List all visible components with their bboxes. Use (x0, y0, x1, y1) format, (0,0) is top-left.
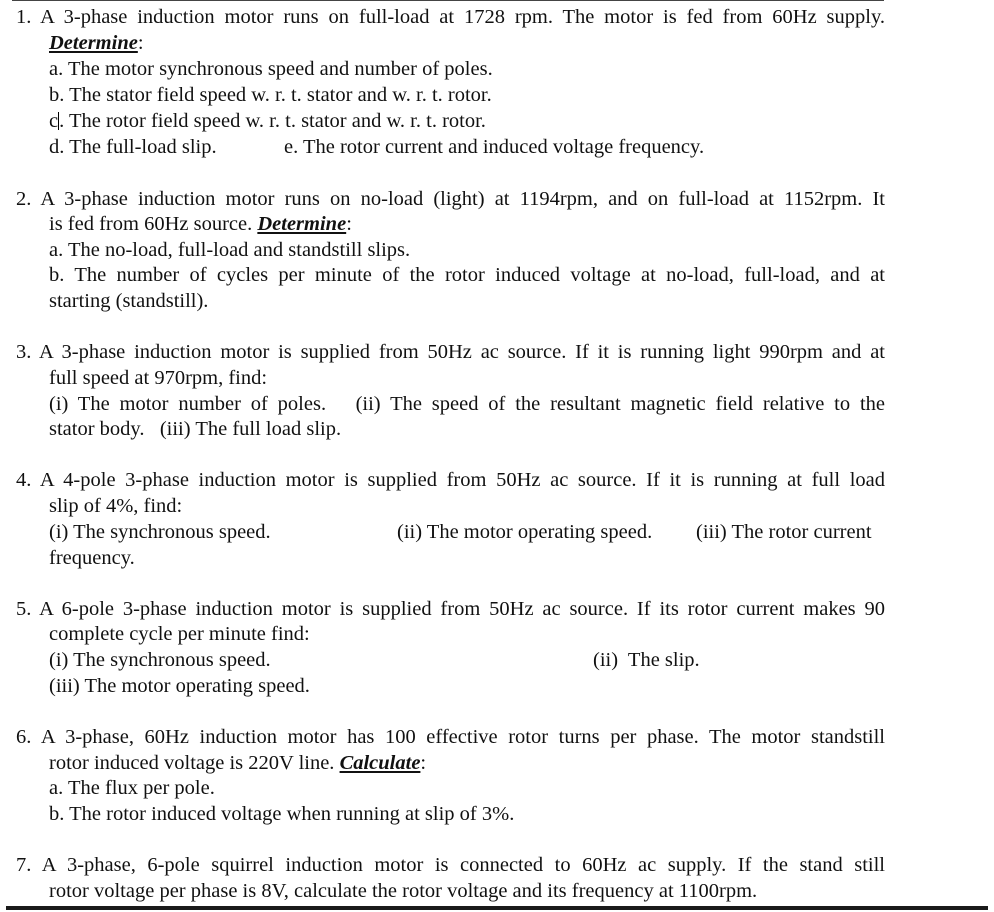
q2-item-b-line2: starting (standstill). (49, 290, 209, 312)
q1-item-c-text: . The rotor field speed w. r. t. stator and w. r. t. rotor. (59, 110, 486, 132)
q4-item-iii: (iii) The rotor current (696, 521, 872, 543)
q6-calculate-keyword: Calculate (339, 752, 421, 774)
q4-line4: frequency. (49, 547, 135, 569)
q2-item-b-line1: b. The number of cycles per minute of the rotor induced voltage at no-load, full-load, and at (49, 264, 885, 286)
q1-line1: 1. A 3-phase induction motor runs on full-load at 1728 rpm. The motor is fed from 60Hz supply. (16, 6, 885, 28)
q3-line2: full speed at 970rpm, find: (49, 367, 268, 389)
q2-item-a: a. The no-load, full-load and standstill slips. (49, 239, 411, 261)
q6-colon: : (420, 752, 427, 774)
q5-item-i: (i) The synchronous speed. (49, 649, 271, 671)
q1-item-b: b. The stator field speed w. r. t. stator and w. r. t. rotor. (49, 84, 492, 106)
q1-determine-keyword: Determine (49, 32, 138, 54)
q1-item-c-letter: c (49, 110, 59, 132)
q5-line2: complete cycle per minute find: (49, 623, 310, 645)
q4-line2: slip of 4%, find: (49, 495, 183, 517)
q6-item-b: b. The rotor induced voltage when running at slip of 3%. (49, 803, 515, 825)
q5-item-iii: (iii) The motor operating speed. (49, 675, 310, 697)
q5-line1: 5. A 6-pole 3-phase induction motor is supplied from 50Hz ac source. If its rotor current makes 90 (16, 598, 885, 620)
q2-determine-keyword: Determine (257, 213, 347, 235)
q1-item-d: d. The full-load slip. (49, 136, 217, 158)
q1-colon: : (137, 32, 144, 54)
q4-item-ii: (ii) The motor operating speed. (397, 521, 653, 543)
q6-line1: 6. A 3-phase, 60Hz induction motor has 100 effective rotor turns per phase. The motor standstill (16, 726, 885, 748)
q5-item-ii: (ii) The slip. (593, 649, 700, 671)
q6-line2 (49, 750, 426, 776)
q3-line3: (i) The motor number of poles. (ii) The speed of the resultant magnetic field relative to the (49, 393, 885, 415)
top-rule (12, 0, 884, 1)
q7-line2: rotor voltage per phase is 8V, calculate the rotor voltage and its frequency at 1100rpm. (49, 880, 758, 902)
q1-line2 (49, 30, 144, 56)
q3-line1: 3. A 3-phase induction motor is supplied from 50Hz ac source. If it is running light 990rpm and at (16, 341, 885, 363)
q1-item-e: e. The rotor current and induced voltage frequency. (284, 136, 705, 158)
q3-line4: stator body. (iii) The full load slip. (49, 418, 342, 440)
q2-colon: : (346, 213, 352, 235)
q4-item-i: (i) The synchronous speed. (49, 521, 271, 543)
bottom-rule (6, 906, 988, 910)
q1-item-c (49, 108, 486, 134)
q1-item-a: a. The motor synchronous speed and number of poles. (49, 58, 493, 80)
q4-line1: 4. A 4-pole 3-phase induction motor is supplied from 50Hz ac source. If it is running at full load (16, 469, 885, 491)
q6-item-a: a. The flux per pole. (49, 777, 215, 799)
q6-line2-text: rotor induced voltage is 220V line. (49, 752, 340, 774)
q2-line2-text: is fed from 60Hz source. (49, 213, 258, 235)
q2-line2 (49, 211, 352, 237)
q7-line1: 7. A 3-phase, 6-pole squirrel induction motor is connected to 60Hz ac supply. If the stand still (16, 854, 885, 876)
q2-line1: 2. A 3-phase induction motor runs on no-load (light) at 1194rpm, and on full-load at 1152rpm. It (16, 188, 885, 210)
